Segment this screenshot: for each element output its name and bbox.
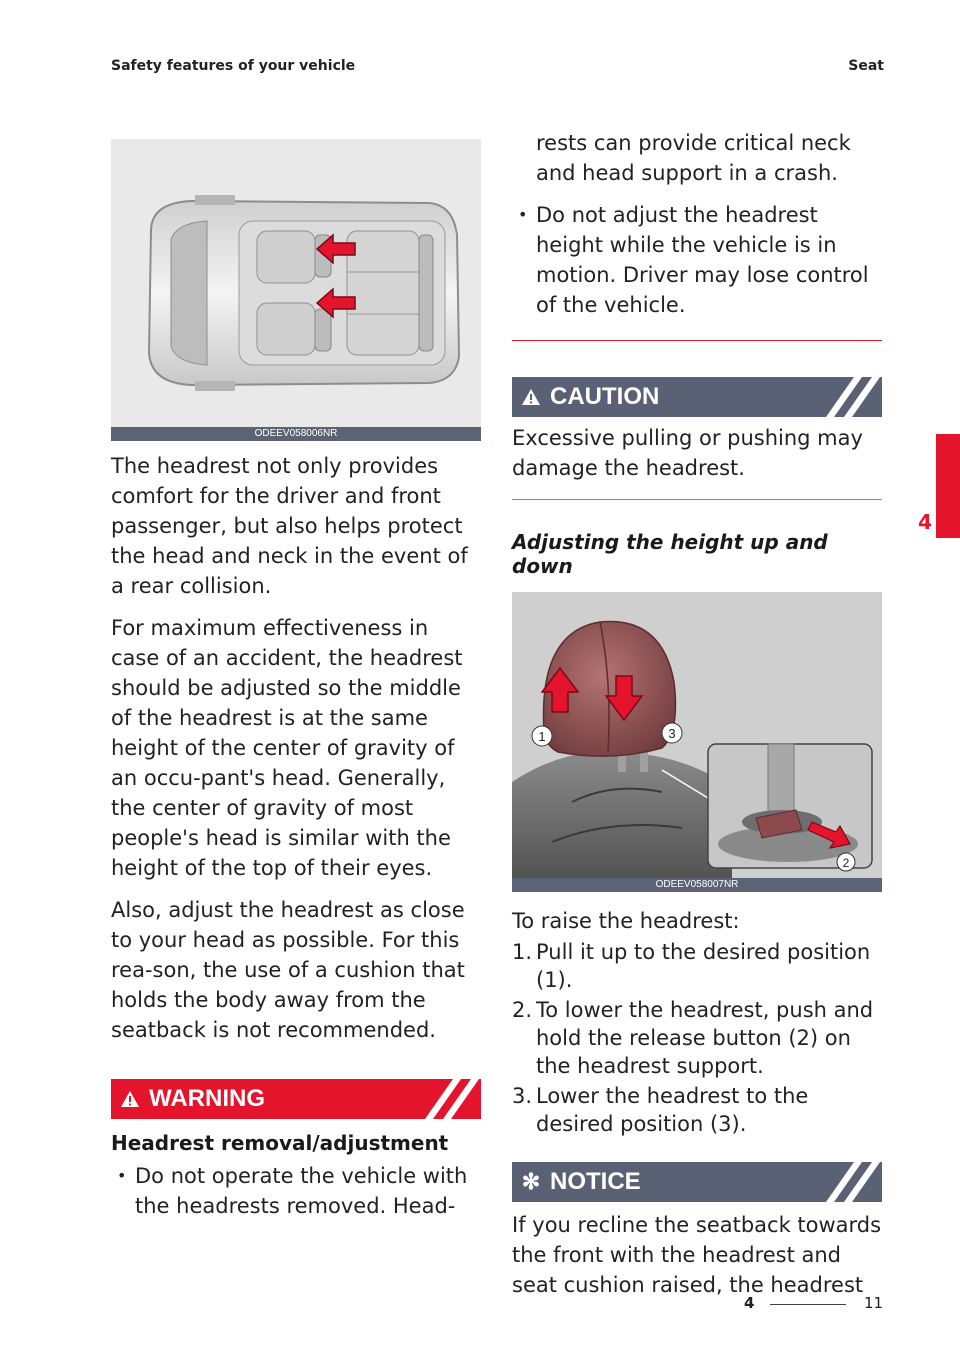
- car-top-view-illustration: [111, 139, 481, 441]
- warning-label: WARNING: [149, 1085, 265, 1112]
- list-item: 3. Lower the headrest to the desired position (3).: [512, 1084, 809, 1136]
- page-number: 11: [864, 1294, 884, 1312]
- list-item: 2. To lower the headrest, push and hold the release button (2) on the headrest support.: [512, 998, 874, 1078]
- banner-stripes: [822, 377, 882, 417]
- callout-label: 1: [538, 729, 546, 744]
- left-column: [111, 139, 481, 1223]
- caution-text: Excessive pulling or pushing may damage the headrest.: [512, 426, 863, 480]
- paragraph: The headrest not only provides comfort for the driver and front passenger, but also helps protect the head and neck in the event of a rear collision.: [111, 454, 468, 598]
- chapter-side-tab: [936, 434, 960, 538]
- warning-banner: [111, 1079, 481, 1119]
- footer-chapter: 4: [744, 1294, 755, 1312]
- figure-code: ODEEV058007NR: [512, 878, 882, 892]
- headrest-figure: [512, 592, 882, 892]
- callout-label: 3: [668, 726, 676, 741]
- divider: [512, 340, 882, 341]
- warning-triangle-icon: [111, 1090, 149, 1108]
- warning-bullet-list: [111, 1161, 481, 1221]
- warning-bullet-list-continued: [512, 200, 882, 320]
- callout-label: 2: [842, 856, 850, 870]
- caution-label: CAUTION: [550, 383, 660, 410]
- divider: [512, 499, 882, 500]
- chapter-side-number: 4: [918, 510, 932, 534]
- banner-stripes: [822, 1162, 882, 1202]
- running-header-section: Safety features of your vehicle: [111, 58, 356, 74]
- notice-text: If you recline the seatback towards the front with the headrest and seat cushion raised, the headrest: [512, 1213, 882, 1297]
- right-column: [512, 128, 882, 1312]
- list-item: 1. Pull it up to the desired position (1).: [512, 940, 871, 992]
- asterisk-icon: ✻: [521, 1169, 541, 1194]
- warning-triangle-icon: [512, 388, 550, 406]
- figure-code: ODEEV058006NR: [111, 427, 481, 441]
- raise-intro: To raise the headrest:: [512, 909, 740, 933]
- list-item: • Do not adjust the headrest height while the vehicle is in motion. Driver may lose control of the vehicle.: [512, 200, 882, 320]
- car-top-view-figure: [111, 139, 481, 441]
- section-title: Adjusting the height up and down: [512, 530, 828, 578]
- steps-list: [512, 938, 882, 1138]
- paragraph: Also, adjust the headrest as close to your head as possible. For this rea-son, the use of a cushion that holds the body away from the seatback is not recommended.: [111, 898, 465, 1042]
- paragraph: For maximum effectiveness in case of an accident, the headrest should be adjusted so the middle of the headrest is at the same height of the center of gravity of an occu-pant's head. Generally, the center of gravity of most people's head is similar with the height of the top of their eyes.: [111, 616, 463, 880]
- banner-stripes: [421, 1079, 481, 1119]
- warning-subhead: Headrest removal/adjustment: [111, 1131, 449, 1155]
- running-header-topic: Seat: [848, 58, 884, 74]
- headrest-illustration: [512, 592, 882, 892]
- list-item: • Do not operate the vehicle with the headrests removed. Head-: [111, 1161, 481, 1221]
- notice-banner: [512, 1162, 882, 1202]
- continued-text: rests can provide critical neck and head support in a crash.: [536, 131, 851, 185]
- notice-label: NOTICE: [550, 1168, 641, 1195]
- footer-rule: [770, 1304, 846, 1305]
- caution-banner: [512, 377, 882, 417]
